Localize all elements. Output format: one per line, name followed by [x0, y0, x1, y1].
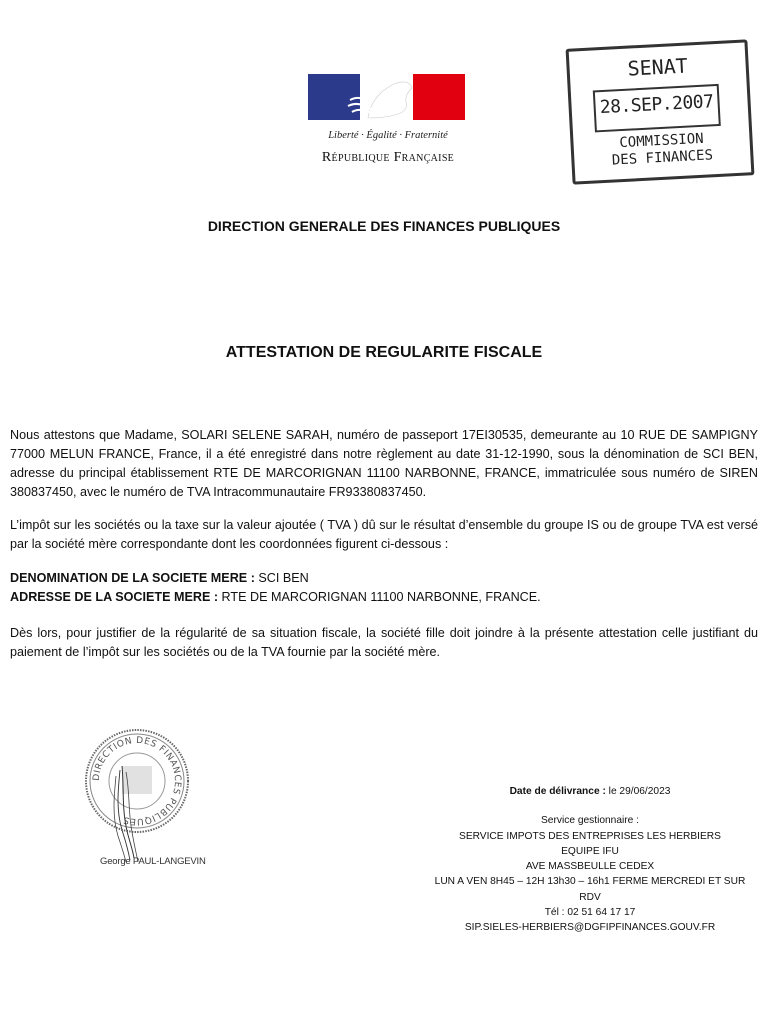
service-label: Service gestionnaire : [541, 815, 639, 827]
service-hours-line1: LUN A VEN 8H45 – 12H 13h30 – 16h1 FERME MERCREDI ET SUR [434, 876, 746, 888]
delivery-date-value: le 29/06/2023 [605, 786, 671, 797]
stamp-date: 28.SEP.2007 [599, 91, 714, 119]
signatory-name: George PAUL-LANGEVIN [100, 856, 206, 867]
parent-name-value: SCI BEN [254, 571, 309, 585]
tax-paragraph: L’impôt sur les sociétés ou la taxe sur la valeur ajoutée ( TVA ) dû sur le résultat d’ensemble du groupe IS ou de groupe TVA est versé par la société mère correspondante dont les coordonnées figurent ci-dessous : [10, 518, 758, 551]
justification-paragraph: Dès lors, pour justifier de la régularité de sa situation fiscale, la société fille doit joindre à la présente attestation celle justifiant du paiement de l’impôt sur les sociétés ou de la TVA fournie par la société mère. [10, 626, 758, 659]
stamp-finances-label: DES FINANCES [611, 147, 714, 169]
handwritten-signature-icon [92, 766, 188, 862]
parent-address-value: RTE DE MARCORIGNAN 11100 NARBONNE, FRANCE. [218, 590, 541, 604]
service-hours-line2: RDV [579, 891, 601, 903]
parent-address-label: ADRESSE DE LA SOCIETE MERE : [10, 590, 219, 604]
service-address: AVE MASSBEULLE CEDEX [525, 861, 655, 873]
senat-received-stamp [566, 39, 755, 184]
stamp-commission-label: COMMISSION [619, 130, 705, 152]
motto-text: Liberté · Égalité · Fraternité [328, 130, 448, 141]
spacer [418, 799, 762, 813]
delivery-date-line [418, 784, 762, 799]
service-team: EQUIPE IFU [561, 845, 619, 857]
service-name: SERVICE IMPOTS DES ENTREPRISES LES HERBIERS [459, 830, 721, 842]
service-phone: Tél : 02 51 64 17 17 [544, 907, 636, 919]
parent-company-details [10, 569, 758, 607]
marianne-flag-icon [308, 74, 465, 120]
attestation-paragraph: Nous attestons que Madame, SOLARI SELENE SARAH, numéro de passeport 17EI30535, demeurante au 10 RUE DE SAMPIGNY 77000 MELUN FRANCE, France, il a été enregistré dans notre règlement au date 31-12-1990, sous la dénomination de SCI BEN, adresse du principal établissement RTE DE MARCORIGNAN 11100 NARBONNE, FRANCE, immatriculée sous numéro de SIREN 380837450, avec le numéro de TVA Intracommunautaire FR93380837450. [10, 428, 758, 499]
round-stamp-text: DIRECTION DES FINANCES PUBLIQUES [91, 735, 183, 827]
republique-francaise-label: République Française [321, 150, 455, 165]
direction-heading: DIRECTION GENERALE DES FINANCES PUBLIQUES [207, 218, 561, 234]
republique-francaise-logo [300, 62, 476, 182]
delivery-info-block [418, 784, 762, 936]
service-email: SIP.SIELES-HERBIERS@DGFIPFINANCES.GOUV.FR [464, 922, 716, 934]
parent-name-label: DENOMINATION DE LA SOCIETE MERE : [10, 571, 255, 585]
stamp-senat-label: SENAT [626, 53, 689, 81]
document-title: ATTESTATION DE REGULARITE FISCALE [225, 344, 543, 361]
delivery-date-label: Date de délivrance : [509, 786, 606, 797]
